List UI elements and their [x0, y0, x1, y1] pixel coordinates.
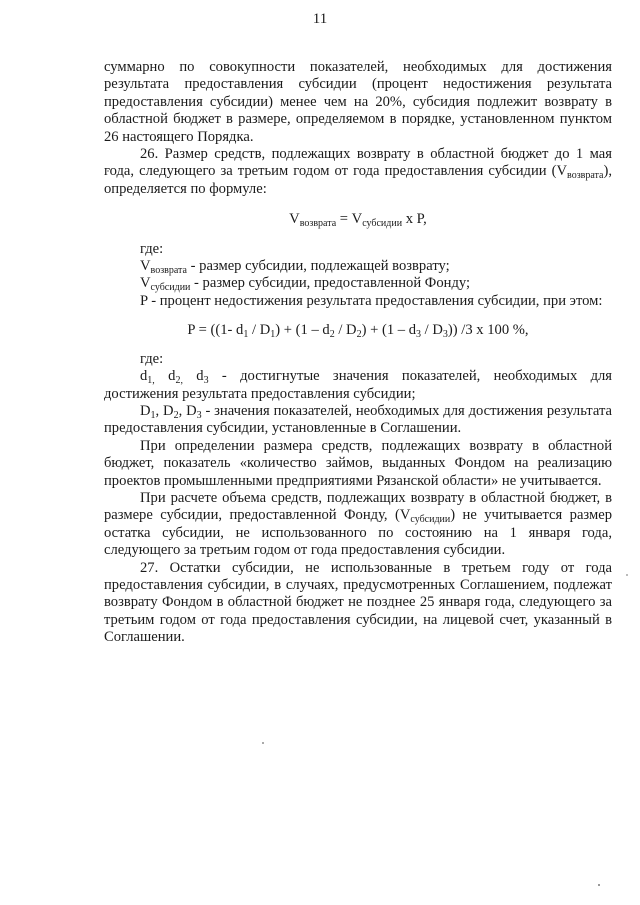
document-body	[104, 59, 612, 647]
item-26-text: 26. Размер средств, подлежащих возврату в областной бюджет до 1 мая года, следующего за третьим годом от года предоставления субсидии (V	[104, 146, 612, 180]
scan-speck	[626, 574, 628, 576]
formula-part: / D	[421, 322, 443, 339]
formula-part: P = ((1- d	[187, 322, 244, 339]
definition-subscript: 1	[150, 409, 156, 421]
definition-symbol: d	[182, 368, 204, 385]
definition-text: - значения показателей, необходимых для достижения результата предоставления субсидии, установленные в Соглашении.	[104, 402, 612, 437]
definition-symbol: , D	[155, 402, 174, 419]
definition-subscript: субсидии	[150, 282, 191, 294]
item-26-subscript: возврата	[567, 170, 604, 182]
paragraph-calculation	[104, 490, 612, 560]
formula-sub: 3	[416, 329, 422, 341]
formula-part: ) + (1 – d	[275, 322, 330, 339]
definition-symbol: d	[154, 368, 176, 385]
paragraph-continuation: суммарно по совокупности показателей, необходимых для достижения результата предоставления субсидии (процент недостижения результата предоставления субсидии) менее чем на 20%, субсидия подлежит возврату в областной бюджет в размере, определяемом в порядке, установленном пунктом 26 настоящего Порядка.	[104, 59, 612, 145]
item-26-end: ), определяется по формуле:	[104, 163, 612, 197]
formula-percent	[104, 322, 612, 339]
formula-refund-sub2: субсидии	[362, 218, 403, 230]
scan-speck	[598, 884, 600, 886]
formula-sub: 1	[243, 329, 249, 341]
formula-sub: 2	[329, 329, 335, 341]
formula-refund-end: x P,	[402, 211, 427, 228]
page-number: 11	[312, 11, 328, 27]
formula-refund-sub1: возврата	[299, 218, 337, 230]
definition-subscript: 2	[173, 409, 179, 421]
formula-refund-v: V	[289, 211, 300, 228]
definition-v-refund	[140, 258, 612, 275]
formula-part: / D	[248, 322, 271, 339]
definition-v-subsidy	[140, 275, 612, 292]
item-27: 27. Остатки субсидии, не использованные в третьем году от года предоставления субсидии, в случаях, предусмотренных Соглашением, подлежат возврату Фондом в областной бюджет не позднее 25 января года, следующего за третьим годом от года предоставления субсидии, на лицевой счет, указанный в Соглашении.	[104, 559, 612, 646]
definition-text: - достигнутые значения показателей, необходимых для достижения результата предоставления субсидии;	[104, 368, 613, 402]
definition-d	[104, 368, 612, 403]
formula-part: ) + (1 – d	[361, 322, 417, 339]
formula-refund-mid: = V	[336, 211, 363, 228]
definition-D	[104, 403, 612, 438]
definition-text: - размер субсидии, предоставленной Фонду;	[190, 275, 471, 292]
definition-symbol: V	[140, 275, 151, 292]
definition-subscript: возврата	[150, 265, 187, 277]
definition-symbol: , D	[178, 402, 197, 419]
definition-symbol: d	[140, 368, 148, 385]
formula-part: )) /3 x 100 %,	[447, 322, 529, 339]
where-label-2: где:	[140, 350, 164, 367]
definition-subscript: 3	[203, 375, 209, 387]
scan-speck	[107, 170, 109, 172]
paragraph-determination: При определении размера средств, подлежащих возврату в областной бюджет, показатель «количество займов, выданных Фондом на реализацию проектов промышленными предприятиями Рязанской области» не учитывается.	[104, 437, 612, 489]
formula-refund	[104, 211, 612, 228]
definition-subscript: 2,	[175, 375, 183, 387]
definition-symbol: D	[140, 402, 151, 419]
formula-sub: 1	[270, 329, 276, 341]
paragraph-subscript: субсидии	[410, 514, 451, 526]
formula-part: / D	[334, 322, 357, 339]
definition-subscript: 3	[196, 409, 202, 421]
definition-text: - размер субсидии, подлежащей возврату;	[186, 258, 450, 275]
formula-sub: 2	[356, 329, 362, 341]
where-label-1: где:	[140, 240, 164, 257]
definition-p: P - процент недостижения результата предоставления субсидии, при этом:	[140, 292, 603, 309]
scan-speck	[262, 742, 264, 744]
definition-symbol: V	[140, 258, 151, 275]
paragraph-text: При расчете объема средств, подлежащих возврату в областной бюджет, в размере субсидии, предоставленной Фонду, (V	[104, 489, 612, 524]
formula-sub: 3	[442, 329, 448, 341]
definition-subscript: 1,	[147, 375, 155, 387]
item-26	[104, 146, 612, 198]
paragraph-text: ) не учитывается размер остатка субсидии, не использованного по состоянию на 1 января года, следующего за третьим годом от года предоставления субсидии.	[104, 507, 612, 559]
